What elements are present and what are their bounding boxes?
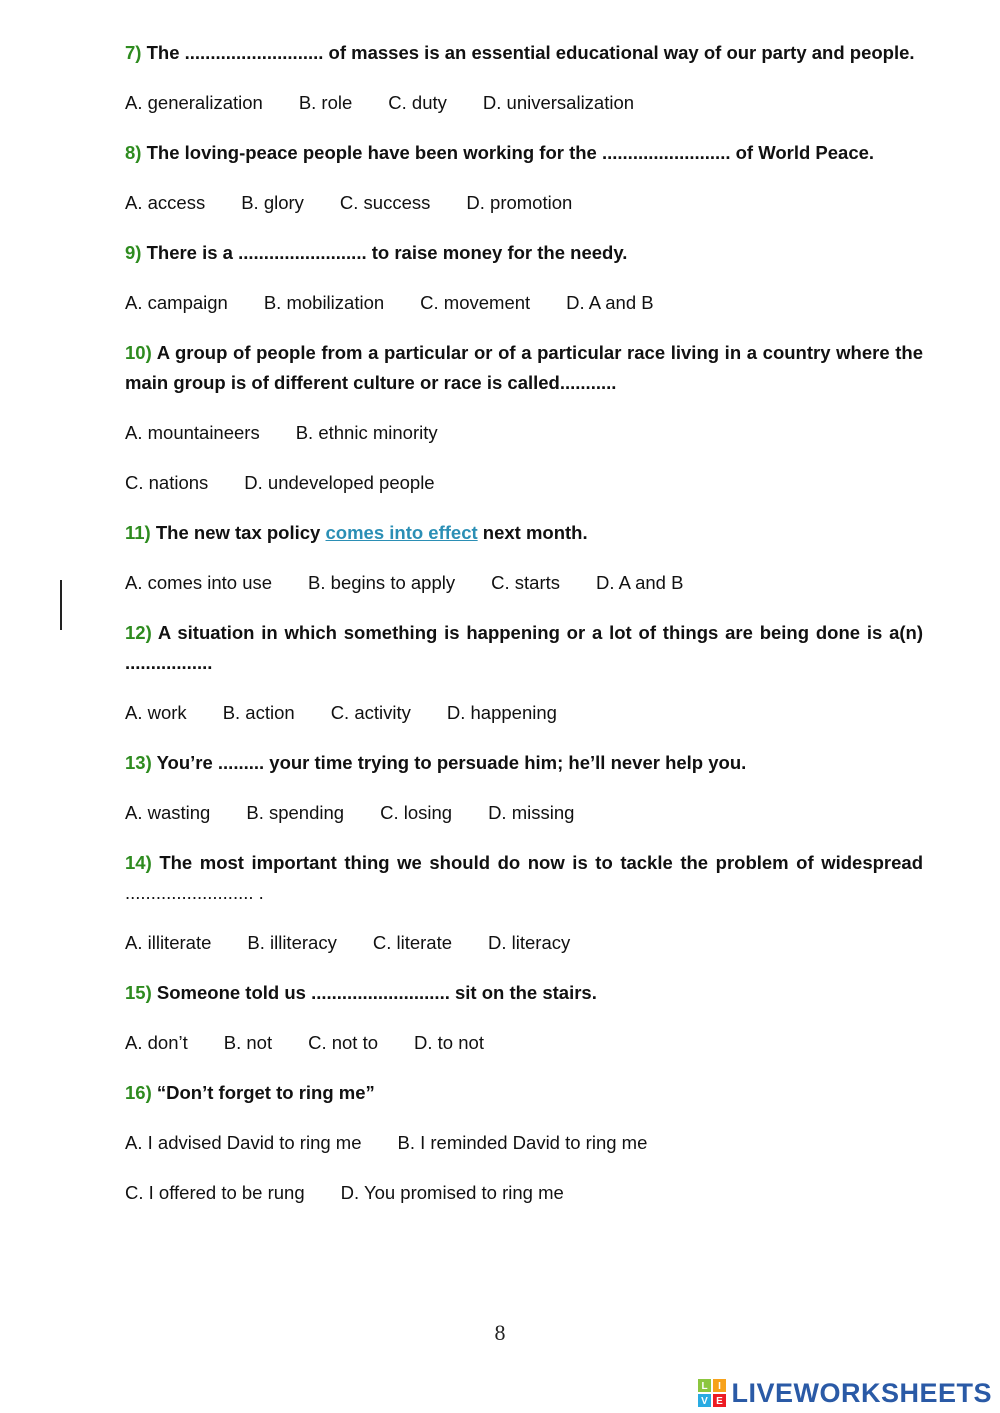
option-c[interactable]: C. duty [388, 92, 447, 113]
option-b[interactable]: B. spending [246, 802, 345, 823]
question-number: 12) [125, 622, 152, 643]
question-text: The new tax policy [155, 522, 321, 543]
question-14 [125, 848, 923, 908]
question-10 [125, 338, 923, 398]
option-a[interactable]: A. I advised David to ring me [125, 1132, 362, 1153]
question-text: A situation in which something is happening or a lot of things are being done is a(n) ................. [125, 622, 923, 673]
question-text: The ........................... of masses is an essential educational way of our party and people. [146, 42, 915, 63]
question-text: The loving-peace people have been working for the ......................... of World Peace. [146, 142, 875, 163]
option-a[interactable]: A. generalization [125, 92, 263, 113]
question-text: Someone told us ........................... sit on the stairs. [156, 982, 597, 1003]
worksheet-content [125, 38, 923, 1228]
question-13 [125, 748, 923, 778]
option-b[interactable]: B. illiteracy [247, 932, 337, 953]
option-d[interactable]: D. A and B [566, 292, 654, 313]
option-c[interactable]: C. starts [491, 572, 560, 593]
question-9 [125, 238, 923, 268]
svg-text:E: E [716, 1396, 724, 1407]
question-12 [125, 618, 923, 678]
options-row [125, 88, 923, 118]
option-a[interactable]: A. access [125, 192, 206, 213]
options-row [125, 798, 923, 828]
highlighted-phrase-link[interactable]: comes into effect [325, 522, 478, 543]
option-c[interactable]: C. movement [420, 292, 531, 313]
question-8 [125, 138, 923, 168]
question-text: “Don’t forget to ring me” [156, 1082, 375, 1103]
option-c[interactable]: C. activity [330, 702, 411, 723]
option-b[interactable]: B. role [298, 92, 353, 113]
option-a[interactable]: A. work [125, 702, 187, 723]
option-b[interactable]: B. not [223, 1032, 273, 1053]
option-c[interactable]: C. literate [372, 932, 452, 953]
answer-blank: ......................... . [125, 882, 264, 903]
option-a[interactable]: A. wasting [125, 802, 211, 823]
question-text: A group of people from a particular or of a particular race living in a country where the main group is of different culture or race is called........... [125, 342, 923, 393]
question-number: 13) [125, 752, 152, 773]
option-d[interactable]: D. A and B [596, 572, 684, 593]
option-d[interactable]: D. to not [414, 1032, 484, 1053]
options-row [125, 1028, 923, 1058]
options-row [125, 698, 923, 728]
question-number: 8) [125, 142, 142, 163]
option-a[interactable]: A. campaign [125, 292, 228, 313]
option-b[interactable]: B. action [222, 702, 295, 723]
question-number: 15) [125, 982, 152, 1003]
svg-text:I: I [718, 1381, 722, 1392]
question-number: 9) [125, 242, 142, 263]
question-number: 11) [125, 522, 151, 543]
liveworksheets-brand[interactable] [697, 1376, 992, 1410]
question-16 [125, 1078, 923, 1108]
option-c[interactable]: C. losing [380, 802, 453, 823]
option-b[interactable]: B. begins to apply [308, 572, 456, 593]
option-d[interactable]: D. literacy [488, 932, 571, 953]
brand-name: LIVEWORKSHEETS [731, 1377, 992, 1408]
text-cursor-marker [60, 580, 62, 630]
question-number: 7) [125, 42, 142, 63]
option-b[interactable]: B. glory [241, 192, 304, 213]
option-d[interactable]: D. undeveloped people [244, 472, 435, 493]
options-row [125, 568, 923, 598]
question-15 [125, 978, 923, 1008]
option-d[interactable]: D. promotion [466, 192, 573, 213]
svg-text:V: V [701, 1396, 709, 1407]
question-text-end: next month. [482, 522, 588, 543]
option-d[interactable]: D. happening [446, 702, 557, 723]
options-row-1 [125, 418, 923, 448]
option-b[interactable]: B. ethnic minority [295, 422, 438, 443]
option-c[interactable]: C. success [339, 192, 431, 213]
options-row-1 [125, 1128, 923, 1158]
option-c[interactable]: C. not to [308, 1032, 379, 1053]
option-c[interactable]: C. I offered to be rung [125, 1182, 305, 1203]
question-text: The most important thing we should do now is to tackle the problem of widespread [159, 852, 923, 873]
liveworksheets-logo-icon [697, 1378, 727, 1408]
option-b[interactable]: B. mobilization [263, 292, 385, 313]
svg-text:L: L [701, 1381, 709, 1392]
option-d[interactable]: D. missing [488, 802, 575, 823]
options-row [125, 188, 923, 218]
page-number: 8 [494, 1320, 506, 1345]
options-row-2 [125, 468, 923, 498]
option-b[interactable]: B. I reminded David to ring me [397, 1132, 648, 1153]
options-row [125, 288, 923, 318]
option-c[interactable]: C. nations [125, 472, 209, 493]
options-row-2 [125, 1178, 923, 1208]
question-text: You’re ......... your time trying to persuade him; he’ll never help you. [156, 752, 747, 773]
question-number: 14) [125, 852, 152, 873]
options-row [125, 928, 923, 958]
option-a[interactable]: A. illiterate [125, 932, 212, 953]
option-d[interactable]: D. universalization [482, 92, 635, 113]
question-7 [125, 38, 923, 68]
question-number: 10) [125, 342, 152, 363]
question-11 [125, 518, 923, 548]
question-number: 16) [125, 1082, 152, 1103]
option-a[interactable]: A. mountaineers [125, 422, 260, 443]
option-a[interactable]: A. comes into use [125, 572, 273, 593]
option-d[interactable]: D. You promised to ring me [340, 1182, 564, 1203]
option-a[interactable]: A. don’t [125, 1032, 188, 1053]
question-text: There is a ......................... to raise money for the needy. [146, 242, 628, 263]
